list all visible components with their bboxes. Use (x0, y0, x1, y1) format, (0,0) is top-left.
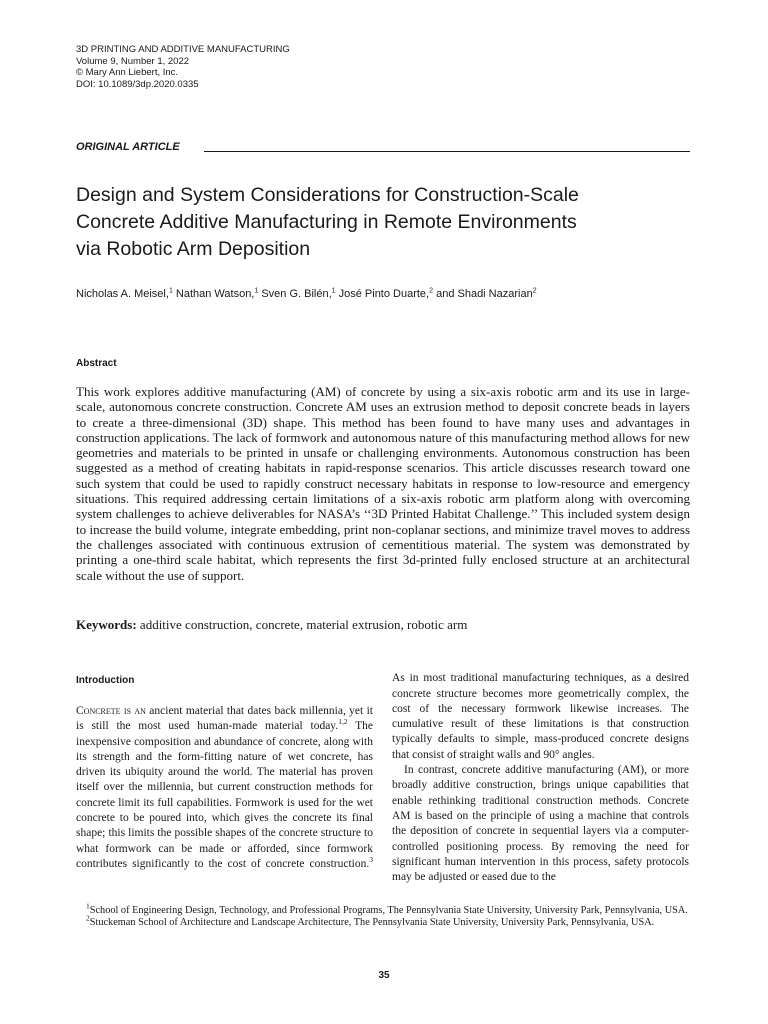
article-type-row (76, 141, 690, 155)
author-affiliation-mark: 1 (168, 287, 173, 295)
abstract-text: This work explores additive manufacturing (AM) of concrete by using a six-axis robotic arm and its use in large-scale, autonomous concrete construction. Concrete AM uses an extrusion method to deposit concrete beads in layers to create a three-dimensional (3D) shape. This method has been found to have many uses and advantages in construction applications. The lack of formwork and autonomous nature of this manufacturing method allows for new geometries and materials to be printed in unsafe or challenging environments. Autonomous construction has been suggested as a method of creating habitats in rapid-response scenarios. This article discusses research toward one such system that could be used to rapidly construct necessary habitats in response to low-resource and emergency situations. This required addressing certain limitations of a six-axis robotic arm platform along with overcoming system challenges to achieve deliverables for NASA’s ‘‘3D Printed Habitat Challenge.’’ This included system design to increase the build volume, integrate embedding, print non-coplanar sections, and minimize travel moves to address the challenges associated with continuous extrusion of cementitious material. The system was demonstrated by printing a one-third scale habitat, which represents the first 3d-printed fully enclosed structure at an architectural scale without the use of support. (76, 384, 690, 583)
page-number: 35 (378, 970, 390, 981)
keywords (76, 617, 467, 633)
body-paragraph: In contrast, concrete additive manufacturing (AM), or more broadly additive construction, brings unique capabilities that enable rethinking traditional construction methods. Concrete AM is based on the principle of using a machine that controls the deposition of concrete in sequential layers via a computer-controlled positioning process. By removing the need for significant human intervention in this process, safety protocols may be adjusted or eased due to the (392, 764, 689, 883)
author-affiliation-mark: 2 (429, 287, 434, 295)
journal-doi: DOI: 10.1089/3dp.2020.0335 (76, 78, 199, 90)
article-title (76, 182, 706, 263)
body-text: As in most traditional manufacturing techniques, as a desired concrete structure becomes more geometrically complex, the cost of the necessary formwork likewise increases. The cumulative result of these limitations is that construction typically defaults to simple, mass-produced concrete designs that consist of straight walls and 90° angles. (392, 673, 689, 761)
author-name: Sven G. Bilén, (258, 288, 332, 300)
footnote (76, 913, 690, 929)
author-list (76, 288, 537, 300)
citation-mark: 1,2 (338, 717, 348, 727)
journal-header (76, 44, 290, 90)
keywords-label: Keywords: (76, 617, 137, 632)
body-text (76, 873, 373, 874)
body-text: The inexpensive composition and abundance of concrete, along with its strength and the form-fitting nature of wet concrete, has driven its ubiquity around the world. The material has proven itself over the millennia, but current construction methods for concrete limit its full capabilities. Formwork is used for the wet concrete to be poured into, which gives the concrete its final shape; this limits the possible shapes of the concrete structure to what formwork can be made or afforded, since formwork contributes significantly to the cost of concrete construction. (76, 720, 373, 870)
abstract-heading: Abstract (76, 358, 117, 369)
footnotes (76, 901, 690, 929)
introduction-heading: Introduction (76, 675, 135, 686)
lead-in-smallcaps: Concrete is an (76, 705, 146, 717)
title-line: Concrete Additive Manufacturing in Remote Environments (76, 211, 577, 233)
journal-volume: Volume 9, Number 1, 2022 (76, 55, 190, 67)
body-column-left (76, 704, 373, 874)
title-line: via Robotic Arm Deposition (76, 238, 311, 260)
body-text: ancient material that dates back millennia, yet it is still the most used human-made material today. (76, 705, 373, 733)
body-paragraph (76, 704, 373, 874)
journal-copyright: © Mary Ann Liebert, Inc. (76, 67, 179, 78)
author-name: Nicholas A. Meisel, (76, 288, 169, 300)
body-paragraph (392, 673, 689, 763)
author-name: Nathan Watson, (172, 288, 255, 300)
body-column-right (392, 673, 689, 883)
footnote-text: Stuckeman School of Architecture and Landscape Architecture, The Pennsylvania State University, University Park, Pennsylvania, USA. (89, 917, 655, 928)
article-type-rule (204, 151, 690, 152)
footnote-mark: 1 (86, 901, 90, 911)
footnote (76, 901, 690, 917)
citation-mark: 3 (369, 855, 373, 865)
keywords-text: additive construction, concrete, material extrusion, robotic arm (136, 617, 468, 632)
author-affiliation-mark: 1 (331, 287, 336, 295)
author-affiliation-mark: 2 (532, 287, 537, 295)
footnote-mark: 2 (86, 913, 90, 923)
body-column-continuation (392, 673, 689, 883)
article-type: ORIGINAL ARTICLE (76, 141, 180, 153)
footnote-text: School of Engineering Design, Technology, and Professional Programs, The Pennsylvania State University, University Park, Pennsylvania, USA. (89, 905, 688, 916)
author-affiliation-mark: 1 (254, 287, 259, 295)
title-line: Design and System Considerations for Construction-Scale (76, 184, 579, 206)
author-name: José Pinto Duarte, (335, 288, 430, 300)
author-name: and Shadi Nazarian (433, 288, 533, 300)
journal-name: 3D PRINTING AND ADDITIVE MANUFACTURING (76, 44, 290, 55)
